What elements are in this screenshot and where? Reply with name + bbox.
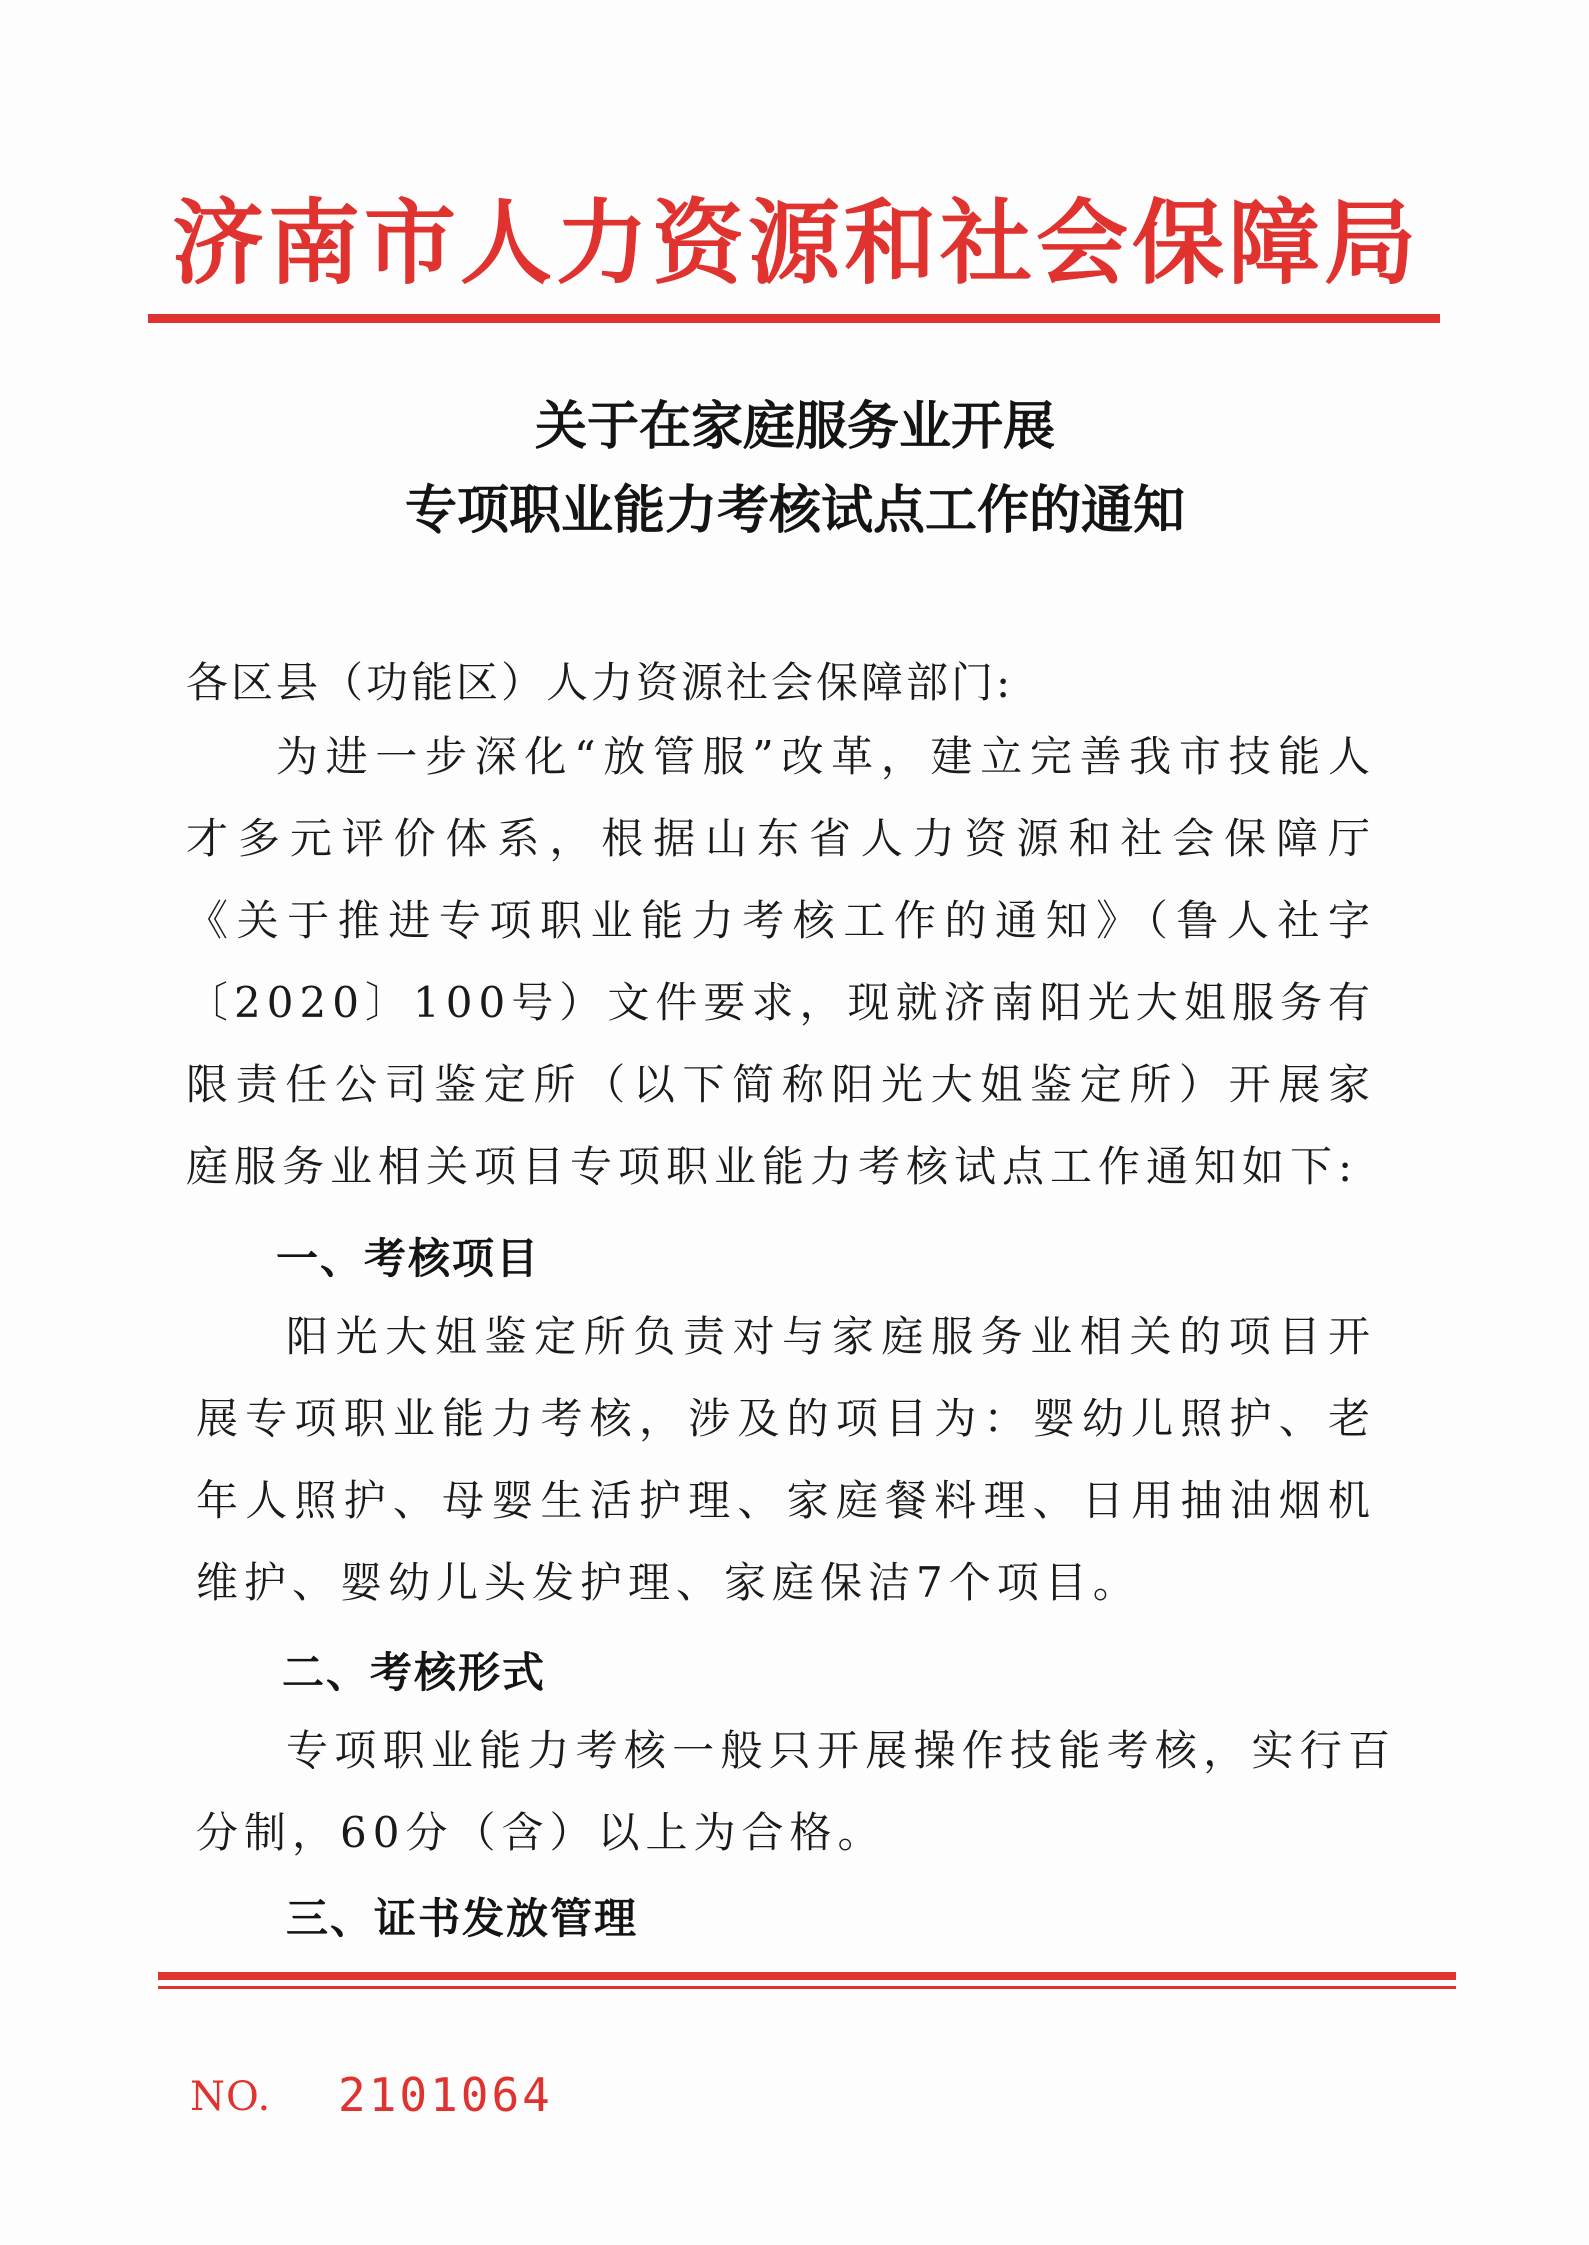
header-red-rule [148, 314, 1440, 323]
section-heading-2: 二、考核形式 [282, 1648, 547, 1697]
section-heading-3: 三、证书发放管理 [286, 1894, 639, 1943]
document-title [200, 385, 1390, 553]
intro-paragraph: 为进一步深化“放管服”改革，建立完善我市技能人才多元评价体系，根据山东省人力资源和社会保障厅《关于推进专项职业能力考核工作的通知》（鲁人社字〔2020〕100号）文件要求，现就济南阳光大姐服务有限责任公司鉴定所（以下简称阳光大姐鉴定所）开展家庭服务业相关项目专项职业能力考核试点工作通知如下: [186, 732, 1376, 1191]
section-body-2: 专项职业能力考核一般只开展操作技能考核，实行百分制，60分（含）以上为合格。 [196, 1726, 1396, 1857]
title-line-2: 专项职业能力考核试点工作的通知 [404, 480, 1185, 541]
serial-number-label: NO. [190, 2074, 272, 2120]
section-body-1: 阳光大姐鉴定所负责对与家庭服务业相关的项目开展专项职业能力考核，涉及的项目为：婴幼儿照护、老年人照护、母婴生活护理、家庭餐料理、日用抽油烟机维护、婴幼儿头发护理、家庭保洁7个项目。 [196, 1312, 1376, 1607]
footer-red-rule-thin [158, 1986, 1456, 1989]
section-heading-1: 一、考核项目 [276, 1234, 541, 1283]
serial-number-value: 2101064 [338, 2068, 553, 2122]
salutation: 各区县（功能区）人力资源社会保障部门: [186, 658, 1014, 707]
footer-red-rule-thick [158, 1972, 1456, 1980]
issuer-title: 济南市人力资源和社会保障局 [171, 189, 1420, 297]
title-line-1: 关于在家庭服务业开展 [534, 396, 1055, 457]
